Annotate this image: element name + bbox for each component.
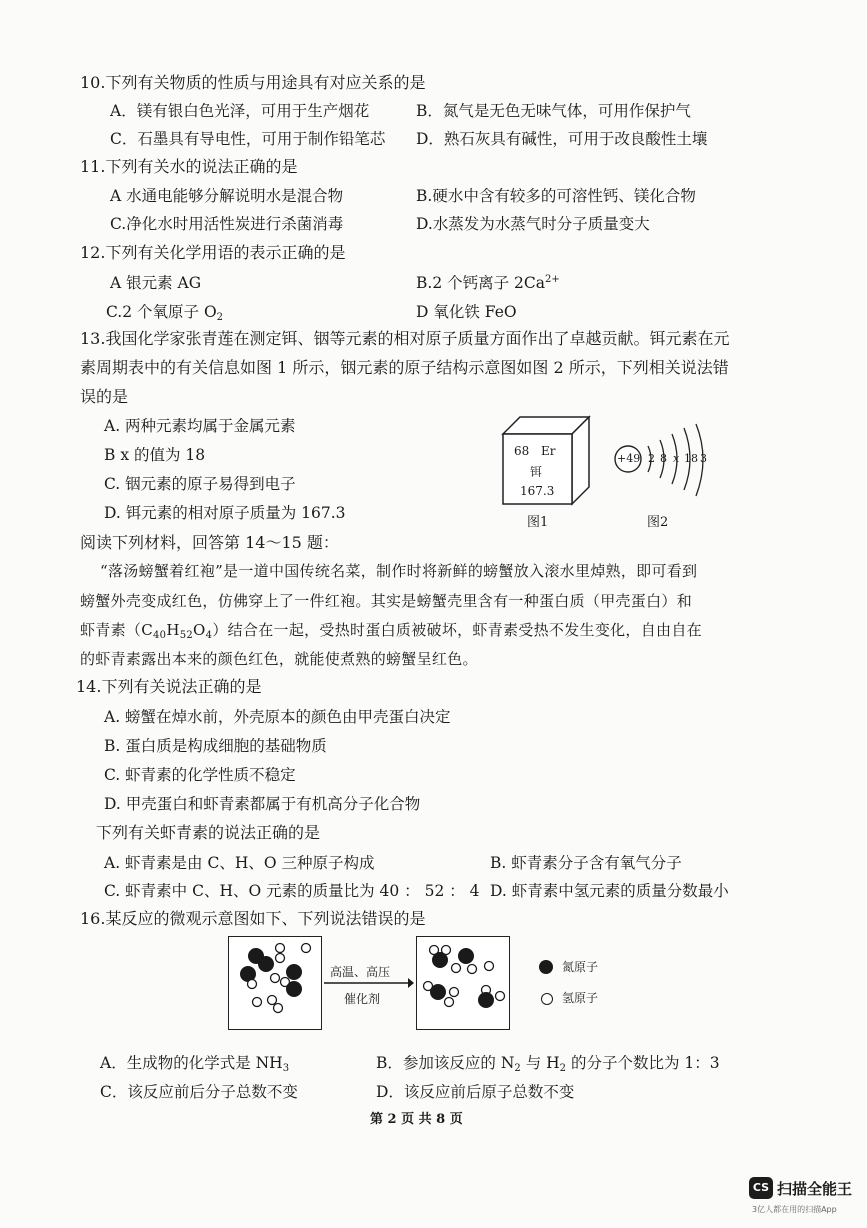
fig2-shell-3: x	[673, 452, 680, 465]
product-molecules	[416, 936, 511, 1031]
q15-option-a: A. 虾青素是由 C、H、O 三种原子构成	[104, 854, 375, 872]
q12-stem: 12.下列有关化学用语的表示正确的是	[80, 243, 346, 262]
legend-hydrogen-label: 氢原子	[562, 991, 599, 1005]
reaction-arrow	[322, 976, 414, 990]
q11-stem: 11.下列有关水的说法正确的是	[80, 157, 298, 176]
q15-stem: 下列有关虾青素的说法正确的是	[96, 823, 321, 842]
fig2-nucleus-charge: +49	[617, 452, 641, 465]
q14-option-c: C. 虾青素的化学性质不稳定	[104, 766, 296, 784]
page-number: 第 2 页 共 8 页	[370, 1112, 463, 1127]
fig1-atomic-number: 68	[514, 444, 530, 458]
q14-option-a: A. 螃蟹在焯水前，外壳原本的颜色由甲壳蛋白决定	[104, 708, 451, 726]
q13-option-b: B x 的值为 18	[104, 446, 206, 464]
q16-option-b: B．参加该反应的 $N_2$ 与 $H_2$ 的分子个数比为 1：3	[376, 1054, 720, 1074]
q13-option-a: A. 两种元素均属于金属元素	[104, 417, 296, 435]
q16-option-c: C．该反应前后分子总数不变	[100, 1083, 298, 1101]
q16-option-d: D．该反应前后原子总数不变	[376, 1083, 575, 1101]
q12-option-c: C.2 个氧原子 $O_2$	[106, 303, 224, 323]
fig2-shell-4: 18	[684, 452, 698, 465]
q13-stem-line2: 素周期表中的有关信息如图 1 所示，铟元素的原子结构示意图如图 2 所示，下列相关说法错	[80, 358, 729, 377]
q11-option-a: A 水通电能够分解说明水是混合物	[110, 187, 344, 205]
q10-option-a: A．镁有银白色光泽，可用于生产烟花	[110, 102, 370, 120]
fig2-shell-1: 2	[648, 452, 655, 465]
fig1-caption: 图1	[527, 515, 549, 530]
reaction-condition-bottom: 催化剂	[344, 992, 381, 1006]
q15-option-b: B. 虾青素分子含有氧气分子	[490, 854, 682, 872]
fig2-shell-2: 8	[660, 452, 667, 465]
q11-option-d: D.水蒸发为水蒸气时分子质量变大	[416, 215, 650, 233]
legend-hydrogen-marker	[541, 993, 553, 1005]
q10-option-c: C．石墨具有导电性，可用于制作铅笔芯	[110, 130, 386, 148]
q14-option-d: D. 甲壳蛋白和虾青素都属于有机高分子化合物	[104, 795, 421, 813]
q12-option-d: D 氧化铁 FeO	[416, 303, 517, 321]
q10-option-b: B．氮气是无色无味气体，可用作保护气	[416, 102, 691, 120]
q14-stem: 14.下列有关说法正确的是	[76, 677, 262, 696]
fig1-symbol: Er	[541, 444, 556, 458]
q16-stem: 16.某反应的微观示意图如下、下列说法错误的是	[80, 909, 426, 928]
legend-nitrogen-marker	[539, 960, 553, 974]
q14-option-b: B. 蛋白质是构成细胞的基础物质	[104, 737, 327, 755]
fig1-element-name: 铒	[530, 465, 543, 479]
q13-stem-line3: 误的是	[80, 387, 129, 406]
q13-option-d: D. 铒元素的相对原子质量为 167.3	[104, 504, 346, 522]
q10-stem: 10.下列有关物质的性质与用途具有对应关系的是	[80, 73, 426, 92]
reading-line-1: “落汤螃蟹着红袍”是一道中国传统名菜，制作时将新鲜的螃蟹放入滚水里焯熟，即可看到	[100, 562, 698, 580]
reading-line-3: 虾青素$(C_{40}H_{52}O_4)$结合在一起，受热时蛋白质被破坏，虾青素受热不发生变化，自由自在	[80, 621, 702, 641]
legend-nitrogen-label: 氮原子	[562, 960, 599, 974]
q13-stem-line1: 13.我国化学家张青莲在测定铒、铟等元素的相对原子质量方面作出了卓越贡献。铒元素在元	[80, 329, 730, 348]
scanner-app-name: 扫描全能王	[777, 1180, 853, 1198]
q13-option-c: C. 铟元素的原子易得到电子	[104, 475, 296, 493]
fig2-caption: 图2	[647, 515, 669, 530]
reading-line-2: 螃蟹外壳变成红色，仿佛穿上了一件红袍。其实是螃蟹壳里含有一种蛋白质（甲壳蛋白）和	[80, 592, 693, 610]
scanner-logo: CS	[749, 1177, 773, 1199]
q12-option-b: B.2 个钙离子 $2Ca^{2+}$	[416, 273, 560, 292]
reading-intro: 阅读下列材料，回答第 14～15 题：	[80, 533, 339, 552]
reactant-molecules	[228, 936, 323, 1031]
q12-option-a: A 银元素 AG	[110, 274, 202, 292]
fig1-atomic-mass: 167.3	[520, 484, 555, 498]
q15-option-d: D. 虾青素中氢元素的质量分数最小	[490, 882, 729, 900]
scanner-tagline: 3亿人都在用的扫描App	[752, 1205, 837, 1214]
q15-option-c: C. 虾青素中 C、H、O 元素的质量比为 40 ： 52 ： 4	[104, 882, 480, 900]
reaction-condition-top: 高温、高压	[330, 965, 391, 979]
q11-option-c: C.净化水时用活性炭进行杀菌消毒	[110, 215, 344, 233]
fig2-shell-5: 3	[700, 452, 707, 465]
q10-option-d: D．熟石灰具有碱性，可用于改良酸性土壤	[416, 130, 708, 148]
reading-line-4: 的虾青素露出本来的颜色红色，就能使煮熟的螃蟹呈红色。	[80, 650, 478, 668]
q11-option-b: B.硬水中含有较多的可溶性钙、镁化合物	[416, 187, 696, 205]
q16-option-a: A．生成物的化学式是 $NH_3$	[100, 1054, 290, 1074]
